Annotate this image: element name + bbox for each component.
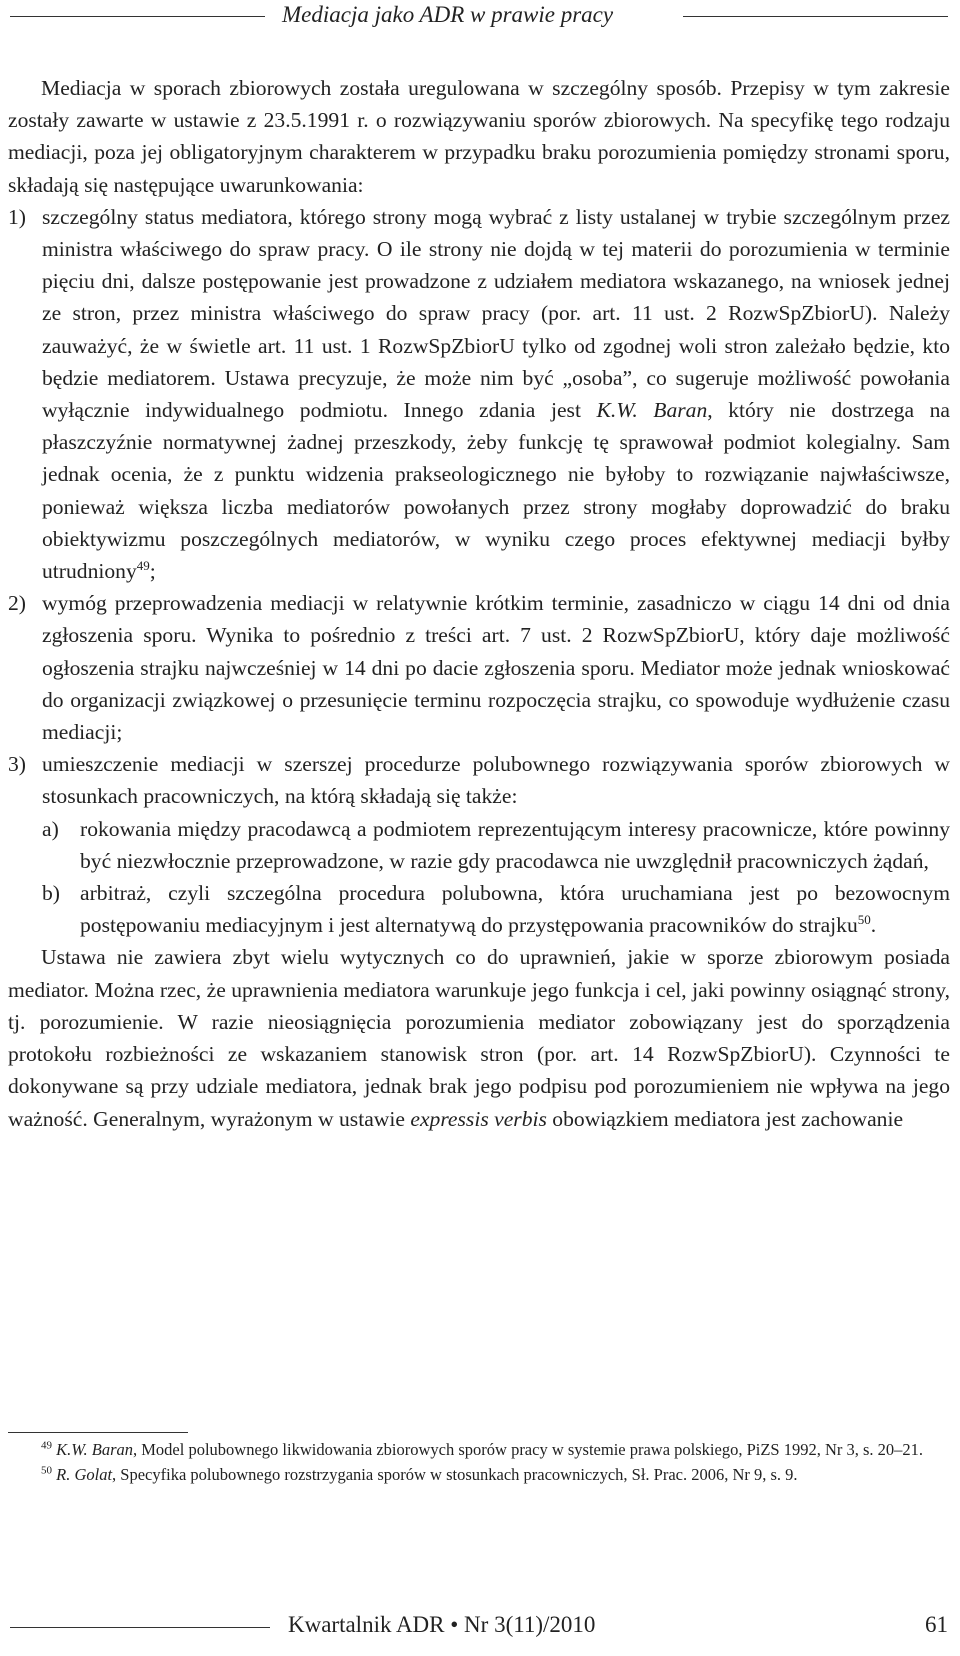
article-body (8, 72, 950, 1135)
footer-rule (10, 1627, 270, 1628)
footnotes (8, 1438, 950, 1487)
closing-text-part-a: Ustawa nie zawiera zbyt wielu wytycznych co do uprawnień, jakie w sporze zbiorowym posiada mediator. Można rzec, że uprawnienia mediatora warunkuje jego funkcja i cel, jaki powinny osiągnąć strony, tj. porozumienie. W razie nieosiągnięcia porozumienia mediator zobowiązany jest do sporządzenia protokołu rozbieżności ze wskazaniem stanowisk stron (por. art. 14 RozwSpZbiorU). Czynności te dokonywane są przy udziale mediatora, jednak brak jego podpisu pod porozumieniem nie wpływa na jego ważność. Generalnym, wyrażonym w ustawie (8, 945, 950, 1131)
sub-item-b-text: arbitraż, czyli szczególna procedura polubowna, która uruchamiana jest po bezowocnym postępowaniu mediacyjnym i jest alternatywą do przystępowania pracowników do strajku (80, 881, 950, 938)
footnote-number: 49 (41, 1439, 52, 1452)
sub-item-b-end: . (870, 913, 877, 938)
header-rule-left (10, 16, 265, 17)
latin-phrase: expressis verbis (410, 1106, 547, 1131)
footnote-49 (8, 1438, 950, 1463)
footnote-author: K.W. Baran (56, 1440, 133, 1459)
sub-item-b (42, 877, 950, 941)
item-1-text-part-a: szczególny status mediatora, którego strony mogą wybrać z listy ustalanej w trybie szczególnym przez ministra właściwego do spraw pracy. O ile strony nie dojdą w tej materii do porozumienia w terminie pięciu dni, dalsze postępowanie jest prowadzone z udziałem mediatora wskazanego, na wniosek jednej ze stron, przez ministra właściwego do spraw pracy (por. art. 11 ust. 2 RozwSpZbiorU). Należy zauważyć, że w świetle art. 11 ust. 1 RozwSpZbiorU tylko od zgodnej woli stron zależało będzie, kto będzie mediatorem. Ustawa precyzuje, że może nim być „osoba”, co sugeruje możliwość powołania wyłącznie indywidualnego podmiotu. Innego zdania jest (42, 204, 950, 423)
footnote-author: R. Golat (56, 1464, 113, 1484)
header-rule-right (683, 16, 948, 17)
author-name: K.W. Baran (596, 398, 708, 423)
footnote-50 (8, 1463, 950, 1488)
footnote-text: , Specyfika polubownego rozstrzygania sporów w stosunkach pracowniczych, Sł. Prac. 2006, Nr 9, s. 9. (112, 1464, 798, 1484)
item-1-text-part-b: , który nie dostrzega na płaszczyźnie normatywnej żadnej przeszkody, żeby funkcję tę sprawował podmiot kolegialny. Sam jednak ocenia, że z punktu widzenia prakseologicznego nie byłoby to rozwiązanie najwłaściwsze, ponieważ większa liczba mediatorów powołanych przez strony mogłaby doprowadzić do braku obiektywizmu poszczególnych mediatorów, w wyniku czego proces efektywnej mediacji byłby utrudniony (42, 398, 951, 584)
running-title: Mediacja jako ADR w prawie pracy (282, 2, 614, 27)
list-number: 2) (8, 591, 26, 616)
list-number: 1) (8, 204, 26, 229)
list-item-text: wymóg przeprowadzenia mediacji w relatywnie krótkim terminie, zasadniczo w ciągu 14 dni od dnia zgłoszenia sporu. Wynika to pośrednio z treści art. 7 ust. 2 RozwSpZbiorU, który daje możliwość ogłoszenia strajku najwcześniej w 14 dni po dacie zgłoszenia sporu. Mediator może jednak wnioskować do organizacji związkowej o przesunięcie terminu rozpoczęcia strajku, co spowoduje wydłużenie czasu mediacji; (42, 591, 950, 745)
list-item-3 (8, 748, 950, 812)
page-number: 61 (925, 1612, 948, 1637)
footnote-text: , Model polubownego likwidowania zbiorowych sporów pracy w systemie prawa polskiego, PiZS 1992, Nr 3, s. 20–21. (133, 1440, 924, 1459)
running-header (0, 0, 960, 34)
sub-item-text: rokowania między pracodawcą a podmiotem reprezentującym interesy pracownicze, które powinny być niezwłocznie przeprowadzone, w razie gdy pracodawca nie uwzględnił pracowniczych żądań, (80, 816, 950, 873)
sub-item-a (42, 813, 950, 877)
footnote-number: 50 (41, 1464, 52, 1476)
footnote-ref-49[interactable]: 49 (136, 557, 150, 573)
list-item-2 (8, 587, 950, 748)
closing-text-part-b: obowiązkiem mediatora jest zachowanie (546, 1106, 904, 1131)
list-item-text: umieszczenie mediacji w szerszej procedurze polubownego rozwiązywania sporów zbiorowych w stosunkach pracowniczych, na którą składają się także: (42, 752, 950, 809)
intro-paragraph: Mediacja w sporach zbiorowych została uregulowana w szczególny sposób. Przepisy w tym zakresie zostały zawarte w ustawie z 23.5.1991 r. o rozwiązywaniu sporów zbiorowych. Na specyfikę tego rodzaju mediacji, poza jej obligatoryjnym charakterem w przypadku braku porozumienia pomiędzy stronami sporu, składają się następujące uwarunkowania: (8, 76, 950, 197)
footnote-ref-50[interactable]: 50 (857, 912, 871, 928)
list-item-1 (8, 201, 950, 587)
sub-list-letter: b) (42, 881, 60, 906)
sub-list-letter: a) (42, 816, 59, 841)
sub-item-text (80, 877, 950, 941)
footnote-separator (8, 1432, 188, 1433)
page-footer (0, 1612, 960, 1652)
journal-title: Kwartalnik ADR • Nr 3(11)/2010 (288, 1612, 596, 1637)
closing-paragraph (8, 941, 950, 1134)
list-number: 3) (8, 752, 26, 777)
list-item-text (42, 201, 950, 587)
item-1-end: ; (149, 559, 156, 584)
